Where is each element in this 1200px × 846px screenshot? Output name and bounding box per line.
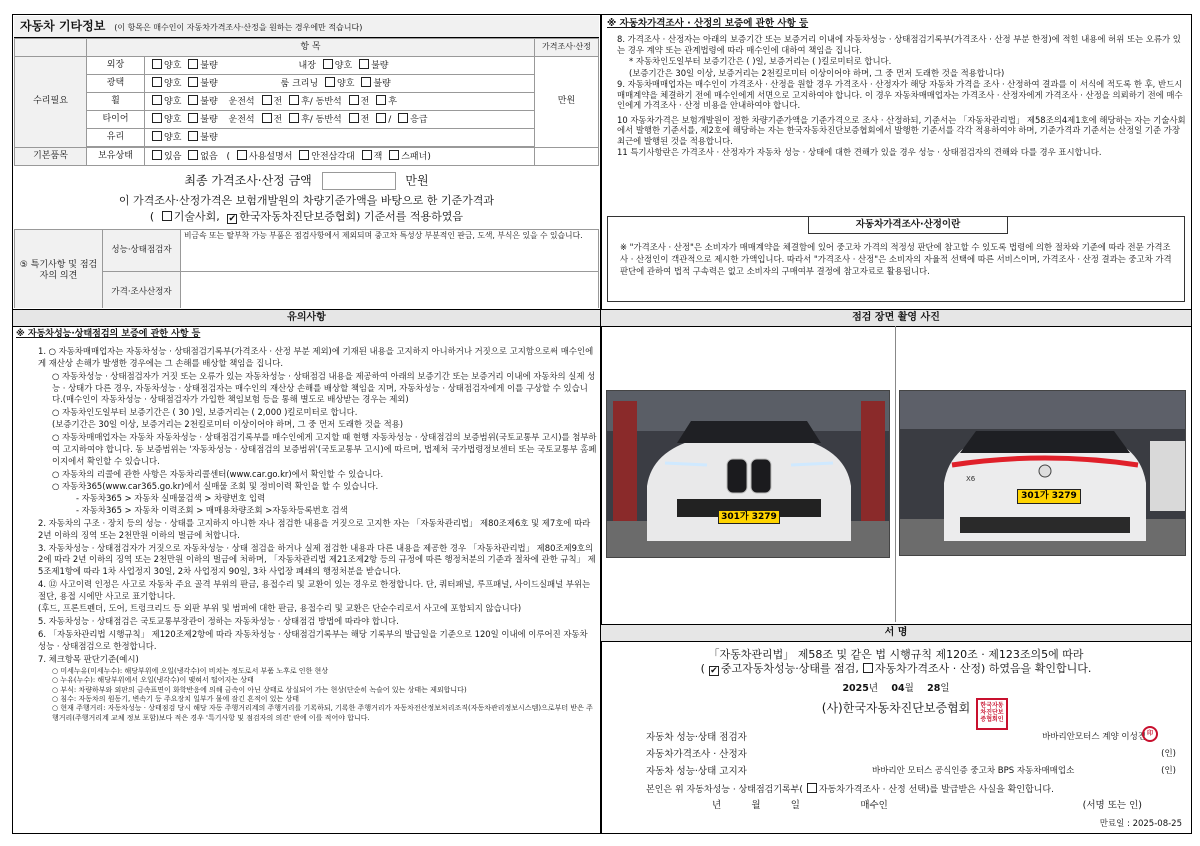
wheel-good-checkbox[interactable] <box>152 95 162 105</box>
notice-body: ※ "가격조사 · 산정"은 소비자가 매매계약을 체결함에 있어 중고차 가격의 적정성 판단에 참고할 수 있도록 법령에 의한 절차와 기준에 따라 전문 가격조사 · 산정인이 객관적으로 제시한 가액입니다. 따라서 "가격조사 · 산정"은 소비자의 자율적 선택에 따른 서비스이며, 가격조사 · 산정 결과는 중고차 가격판단에 관하여 법적 구속력은 없고 소비자의 구매여부 결정에 참고자료로 활용됩니다. <box>620 242 1172 277</box>
row-label-wheel: 휠 <box>87 93 145 111</box>
final-price-block <box>14 166 599 190</box>
spanner-checkbox[interactable] <box>389 150 399 160</box>
warranty-item-11: 11 특기사항란은 가격조사 · 산정자가 자동차 성능 · 상태에 대한 견해가 있을 경우 성능 · 상태점검자의 견해와 다를 경우 표시합니다. <box>617 147 1102 158</box>
inspector-seal-stamp: 印 <box>1142 726 1158 742</box>
wheel-passenger-rear-label: 후 <box>388 96 397 107</box>
repair-label: 수리필요 <box>15 57 87 148</box>
none-label: 없음 <box>200 151 218 162</box>
buyer-signature-field[interactable]: (서명 또는 인) <box>1082 800 1142 811</box>
ext-bad-checkbox[interactable] <box>188 59 198 69</box>
glass-bad-label: 불량 <box>200 132 218 143</box>
wheel-passenger-rear-checkbox[interactable] <box>376 95 386 105</box>
tire-emergency-checkbox[interactable] <box>398 113 408 123</box>
have-checkbox[interactable] <box>152 150 162 160</box>
signer-row-2 <box>646 749 1176 761</box>
caution-line-2: ○ 자동차성능 · 상태점검자가 거짓 또는 오류가 있는 자동차성능 · 상태점검 내용을 제공하여 아래의 보증기간 또는 보증거리 이내에 자동차의 실제 성능 · 상태가 다른 경우, 자동차성능 · 상태점검자는 매수인의 재산상 손해를 배상할 책임을 지며, 자동차성능 · 상태점검자에게 이를 구상할 수 있습니다.(매수인이 자동차성능 · 상태점검자가 가입한 책임보험 등을 통해 별도로 배상받는 경우는 제외) <box>52 370 596 405</box>
caution-section <box>16 328 598 832</box>
wheel-passenger-front-label: 전 <box>360 96 370 107</box>
triangle-label: 안전삼각대 <box>311 151 355 162</box>
signer-3-seal: (인) <box>1161 766 1176 776</box>
wheel-driver-front-checkbox[interactable] <box>262 95 272 105</box>
int-good-checkbox[interactable] <box>323 59 333 69</box>
gloss-bad-label: 불량 <box>200 78 218 89</box>
manual-label: 사용설명서 <box>248 151 293 162</box>
tire-passenger-front-checkbox[interactable] <box>349 113 359 123</box>
int-good-label: 양호 <box>334 60 353 71</box>
sign-year: 2025 <box>842 682 869 694</box>
caution-line-3: ○ 자동차인도일부터 보증기간은 ( 30 )일, 보증거리는 ( 2,000 )킬로미터로 합니다. <box>52 407 358 418</box>
row-label-glass: 유리 <box>87 129 145 147</box>
caution-line-12: 7. 체크항목 판단기준(예시) <box>38 653 139 664</box>
rear-car-photo <box>899 390 1186 556</box>
int-bad-label: 불량 <box>371 60 389 71</box>
glass-bad-checkbox[interactable] <box>188 131 198 141</box>
perf-inspector-label: 성능·상태점검자 <box>103 229 181 271</box>
perf-check-checkbox[interactable] <box>709 666 719 676</box>
caution-line-3b: (보증기간은 30일 이상, 보증거리는 2천킬로미터 이상이어야 하며, 그 중 먼저 도래한 것을 적용) <box>52 419 404 430</box>
sign-law-line: 「자동차관리법」 제58조 및 같은 법 시행규칙 제120조 · 제123조의5에 따라 <box>708 648 1084 661</box>
caution-line-6: ○ 자동차365(www.car365.go.kr)에서 실매물 조회 및 정비이력 확인을 할 수 있습니다. <box>52 480 379 491</box>
sign-section: 「자동차관리법」 제58조 및 같은 법 시행규칙 제120조 · 제123조의5에 따라 (✔ 중고자동차성능·상태를 점검, 자동차가격조사 · 산정) 하였음을 확인합니다. 2025년 04월 28일 (사)한국자동차진단보증협회 한국자동차진단보증협회인 자동차 성능·상태 점검자 바바리안모터스 계양 이성진 印 자동차가격조사 · 산정자 (인) 자동차 성능·상태 고지자 바바리안 모터스 공식인증 중고차 BPS 자동차매매업소 (인) 본인은 위 자동차성능 · 상태점검기록부( 자동차가격조사 · 산정 선택)를 발급받은 사실을 확인합니다. 년 월 일 매수인 (서명 또는 인) 만료일 : 2025-08-25 <box>602 642 1190 834</box>
basis-opt2-label: 한국자동차진단보증협회) <box>239 209 361 223</box>
price-basis-line1: 이 가격조사·산정가격은 보험개발원의 차량기준가액을 바탕으로 한 기준가격과 <box>118 194 495 207</box>
price-unit: 만원 <box>535 57 599 148</box>
basis-opt1-checkbox[interactable] <box>162 211 172 221</box>
ext-good-checkbox[interactable] <box>152 59 162 69</box>
warranty-item-10: 10 자동차가격은 보험개발원이 정한 차량기준가액을 기준가격으로 조사 · 산정하되, 기준서는 「자동차관리법」 제58조의4제1호에 해당하는 자는 기술사회에서 발행한 기준서를, 제2호에 해당하는 자는 한국자동차진단보증협회에서 발행한 기준서를 각각 적용하여야 하며, 기준가격과 기준서는 산정일 기준 가장 최근에 발행된 것을 적용합니다. <box>617 114 1186 146</box>
notice-title: 자동차가격조사·산정이란 <box>808 216 1008 234</box>
perf-inspector-note: 비금속 또는 탈부착 가능 부품은 점검사항에서 제외되며 중고차 특성상 부분적인 판금, 도색, 부식은 있을 수 있습니다. <box>181 229 599 271</box>
none-checkbox[interactable] <box>188 150 198 160</box>
photos-heading: 점검 장면 촬영 사진 <box>601 309 1191 327</box>
sign-day-unit: 일 <box>940 682 950 694</box>
price-inspector-label: 가격·조사산정자 <box>103 271 181 308</box>
signer-2-label: 자동차가격조사 · 산정자 <box>646 749 747 760</box>
other-info-section <box>14 16 599 308</box>
room-bad-checkbox[interactable] <box>361 77 371 87</box>
sign-organization: (사)한국자동차진단보증협회 <box>821 700 971 715</box>
buyer-price-checkbox[interactable] <box>807 783 817 793</box>
criteria-item-3: ○ 부식: 차량하부와 외판의 금속표면이 화학반응에 의해 금속이 아닌 상태로 상실되어 가는 현상(단순히 녹슬어 있는 상태는 제외합니다) <box>52 685 467 694</box>
basis-opt2-checkbox[interactable] <box>227 214 237 224</box>
wheel-good-label: 양호 <box>164 96 182 107</box>
ext-bad-label: 불량 <box>200 60 218 71</box>
jack-checkbox[interactable] <box>362 150 372 160</box>
wheel-passenger-label: / 동반석 <box>309 96 342 107</box>
price-check-checkbox[interactable] <box>863 663 873 673</box>
tire-driver-label: 운전석 <box>228 114 255 125</box>
tire-driver-rear-label: 후 <box>301 114 310 125</box>
wheel-driver-label: 운전석 <box>228 96 255 107</box>
tire-bad-label: 불량 <box>200 114 218 125</box>
rear-license-plate: 301가 3279 <box>1017 489 1081 504</box>
tire-good-checkbox[interactable] <box>152 113 162 123</box>
rear-car-illustration <box>900 391 1186 556</box>
special-notes-table <box>14 229 599 308</box>
row-label-interior: 내장 <box>298 60 316 71</box>
wheel-bad-label: 불량 <box>200 96 218 107</box>
sign-month-unit: 월 <box>904 682 914 694</box>
sign-day: 28 <box>927 682 941 694</box>
expiry-date: 만료일 : 2025-08-25 <box>1099 819 1182 829</box>
wheel-driver-rear-checkbox[interactable] <box>289 95 299 105</box>
spanner-label: 스패너 <box>401 151 428 162</box>
sign-heading: 서 명 <box>601 624 1191 642</box>
col-item-header: 항 목 <box>87 39 535 57</box>
signer-2-seal: (인) <box>1161 749 1176 759</box>
price-warranty-heading: ※ 자동차가격조사 · 산정의 보증에 관한 사항 등 <box>607 18 809 29</box>
org-seal-stamp: 한국자동차진단보증협회인 <box>976 698 1008 730</box>
price-basis: 이 가격조사·산정가격은 보험개발원의 차량기준가액을 바탕으로 한 기준가격과 ( 기술사회, ✔ 한국자동차진단보증협회) 기준서를 적용하였음 <box>14 190 599 225</box>
tire-passenger-rear-checkbox[interactable] <box>376 113 386 123</box>
buyer-confirm-line <box>646 783 1054 797</box>
photo-separator <box>895 326 896 622</box>
basic-items-label: 기본품목 <box>15 148 87 166</box>
wheel-driver-rear-label: 후 <box>301 96 310 107</box>
tire-passenger-label: / 동반석 <box>309 114 342 125</box>
row-label-room: 룸 크리닝 <box>280 78 319 89</box>
perf-check-label: 중고자동차성능·상태를 점검, <box>720 662 859 676</box>
price-check-label: 자동차가격조사 · 산정) 하였음을 확인합니다. <box>874 662 1092 676</box>
manual-checkbox[interactable] <box>237 150 247 160</box>
signer-3-label: 자동차 성능·상태 고지자 <box>646 766 747 777</box>
row-label-exterior: 외장 <box>87 57 145 75</box>
signer-row-3 <box>646 766 1176 778</box>
tire-emergency-label: 응급 <box>410 114 428 125</box>
buyer-date-text: 년 월 일 매수인 <box>712 800 888 811</box>
caution-line-6a: - 자동차365 > 자동차 실매물검색 > 차량번호 입력 <box>76 492 266 503</box>
jack-label: 잭 <box>373 151 383 162</box>
caution-line-1: 1. ○ 자동차매매업자는 자동차성능 · 상태점검기록부(가격조사 · 산정 부분 제외)에 기재된 내용을 고지하지 아니하거나 거짓으로 고지함으로써 매수인에게 재산상 손해가 발생한 경우에는 그 손해를 배상할 책임을 집니다. <box>38 345 594 368</box>
front-car-illustration <box>607 391 890 558</box>
tire-good-label: 양호 <box>164 114 182 125</box>
front-license-plate: 301가 3279 <box>718 510 780 524</box>
final-price-label: 최종 가격조사·산정 금액 <box>184 173 312 188</box>
row-label-tire: 타이어 <box>87 111 145 129</box>
criteria-item-5: ○ 현재 주행거리: 자동차성능 · 상태점검 당시 해당 자동 주행거리계의 주행거리를 기록하되, 기록한 주행거리가 자동차전산정보처리조직(자동차관리정보시스템)으로부터 받은 주행거리(주행거리계 교체 정보 포함)보다 적은 경우 '특기사항 및 점검자의 의견' 란에 이를 적어야 합니다. <box>52 704 593 722</box>
photos-section <box>602 326 1190 622</box>
signer-1-value: 바바리안모터스 계양 이성진 <box>1042 732 1146 742</box>
col-price-header: 가격조사·산정 <box>535 39 599 57</box>
gloss-good-label: 양호 <box>164 78 182 89</box>
tire-driver-front-label: 전 <box>273 114 283 125</box>
caution-subheading: ※ 자동차성능·상태점검의 보증에 관한 사항 등 <box>16 329 201 339</box>
signer-row-1 <box>646 732 1146 744</box>
criteria-item-4: ○ 침수: 자동차의 원동기, 변속기 등 주요장치 일부가 물에 잠긴 흔적이 있는 상태 <box>52 695 300 704</box>
tire-driver-front-checkbox[interactable] <box>262 113 272 123</box>
special-notes-label: ⑤ 특기사항 및 점검자의 의견 <box>15 229 103 308</box>
caution-line-4: ○ 자동차매매업자는 자동차 자동차성능 · 상태점검기록부를 매수인에게 고지할 때 현행 자동차성능 · 상태점검의 보증범위(국토교통부 고시)를 첨부하여 고지하여야 합니다. 동 보증범위는 '자동차성능 · 상태점검의 보증범위'(국토교통부 고시)에 따르며, 법제처 국가법령정보센터 또는 국토교통부 홈페이지에서 확인할 수 있습니다. <box>52 432 597 467</box>
tire-bad-checkbox[interactable] <box>188 113 198 123</box>
criteria-item-2: ○ 누유(누수): 해당부위에서 오일(냉각수)이 맺혀서 떨어지는 상태 <box>52 676 254 685</box>
tire-passenger-front-label: 전 <box>360 114 370 125</box>
signer-1-label: 자동차 성능·상태 점검자 <box>646 732 747 743</box>
caution-line-9b: (후드, 프론트펜더, 도어, 트렁크리드 등 외판 부위 및 범퍼에 대한 판금, 용접수리 및 교환은 단순수리로서 사고에 포함되지 않습니다) <box>38 603 522 614</box>
other-info-title: 자동차 기타정보 <box>20 19 106 33</box>
caution-line-7: 2. 자동차의 구조 · 장치 등의 성능 · 상태를 고지하지 아니한 자나 점검한 내용을 거짓으로 고지한 자는 「자동차관리법」 제80조제6호 및 제7호에 따라 2년 이하의 징역 또는 2천만원 이하의 벌금에 처합니다. <box>38 517 591 540</box>
other-info-header <box>14 16 599 38</box>
int-bad-checkbox[interactable] <box>359 59 369 69</box>
room-good-checkbox[interactable] <box>325 77 335 87</box>
triangle-checkbox[interactable] <box>299 150 309 160</box>
other-info-note: (이 항목은 매수인이 자동차가격조사·산정을 원하는 경우에만 적습니다) <box>114 23 363 32</box>
signer-3-value: 바바리안 모터스 공식인증 중고차 BPS 자동차매매업소 <box>872 766 1075 776</box>
basis-tail: 기준서를 적용하였음 <box>363 209 464 223</box>
sign-date <box>602 683 1190 695</box>
final-price-unit: 만원 <box>405 173 429 188</box>
warranty-item-9: 9. 자동차매매업자는 매수인이 가격조사 · 산정을 원할 경우 가격조사 · 산정자가 해당 자동차 가격을 조사 · 산정하여 결과를 이 서식에 적도록 한 후, 반드시 매매계약을 체결하기 전에 매수인에게 서면으로 고지하여야 합니다. 이 경우 자동차매매업자는 가격조사 · 산정자에게 가격조사 · 산정을 의뢰하기 전에 매수인에게 가격조사 · 산정 비용을 안내하여야 합니다. <box>617 79 1183 111</box>
caution-line-9: 4. ⑫ 사고이력 인정은 사고로 자동차 주요 골격 부위의 판금, 용접수리 및 교환이 있는 경우로 한정합니다. 단, 쿼터패널, 루프패널, 사이드실패널 부위는 절단, 용접 시에만 사고로 표기합니다. <box>38 579 591 602</box>
caution-line-5: ○ 자동차의 리콜에 관한 사항은 자동차리콜센터(www.car.go.kr)에서 확인할 수 있습니다. <box>52 468 384 479</box>
room-good-label: 양호 <box>337 78 355 89</box>
caution-line-6b: - 자동차365 > 자동차 이력조회 > 매매용차량조회 >자동차등록번호 검색 <box>76 504 348 515</box>
caution-heading: 유의사항 <box>13 309 600 327</box>
warranty-item-8b: * 자동차인도일부터 보증기간은 ( )일, 보증거리는 ( )킬로미터로 합니다. <box>629 56 892 67</box>
warranty-item-8c: (보증기간은 30일 이상, 보증거리는 2천킬로미터 이상이어야 하며, 그 중 먼저 도래한 것을 적용합니다) <box>629 67 1005 78</box>
front-car-photo <box>606 390 890 558</box>
wheel-bad-checkbox[interactable] <box>188 95 198 105</box>
room-bad-label: 불량 <box>373 78 391 89</box>
criteria-item-1: ○ 미세누유(미세누수): 해당부위에 오일(냉각수)이 비치는 정도로서 부품 노후로 인한 현상 <box>52 666 329 675</box>
buyer-date-line <box>712 800 1142 812</box>
caution-line-8: 3. 자동차성능 · 상태점검자가 거짓으로 자동차성능 · 상태 점검을 하거나 실제 점검한 내용과 다른 내용을 제공한 경우 「자동차관리법」 제80조제9호의2에 따라 2년 이하의 징역 또는 2천만원 이하의 벌금에 처하며, 「자동차관리법 제21조제2항 등의 규정에 따른 행정처분의 기준과 절차에 관한 규칙」 제5조제1항에 따라 1차 사업정지 30일, 2차 사업정지 90일, 3차 사업장 폐쇄의 행정처분을 받습니다. <box>38 542 596 577</box>
basis-opt1-label: 기술사회, <box>173 209 220 223</box>
sign-month: 04 <box>891 682 905 694</box>
row-label-gloss: 광택 <box>87 75 145 93</box>
caution-line-10: 5. 자동차성능 · 상태점검은 국토교통부장관이 정하는 자동차성능 · 상태점검 방법에 따라야 합니다. <box>38 616 399 627</box>
price-warranty-section <box>603 16 1190 308</box>
wheel-passenger-front-checkbox[interactable] <box>349 95 359 105</box>
caution-line-11: 6. 「자동차관리법 시행규칙」 제120조제2항에 따라 자동차성능 · 상태점검기록부는 해당 기록부의 발급일을 기준으로 120일 이내에 이루어진 자동차 성능 · 상태점검으로 한정합니다. <box>38 628 588 651</box>
price-inspector-note[interactable] <box>181 271 599 308</box>
wheel-driver-front-label: 전 <box>273 96 283 107</box>
own-status-label: 보유상태 <box>87 148 145 166</box>
glass-good-checkbox[interactable] <box>152 131 162 141</box>
final-price-input[interactable] <box>322 172 396 190</box>
tire-driver-rear-checkbox[interactable] <box>289 113 299 123</box>
notice-box <box>607 216 1185 302</box>
ext-good-label: 양호 <box>164 60 182 71</box>
tire-slash: / <box>388 114 392 125</box>
gloss-good-checkbox[interactable] <box>152 77 162 87</box>
gloss-bad-checkbox[interactable] <box>188 77 198 87</box>
warranty-item-8: 8. 가격조사 · 산정자는 아래의 보증기간 또는 보증거리 이내에 자동차성능 · 상태점검기록부(가격조사 · 산정 부분 한정)에 적힌 내용에 허위 또는 오류가 있는 경우 계약 또는 관계법령에 따라 매수인에 대하여 책임을 집니다. <box>617 34 1181 55</box>
buyer-confirm-a: 본인은 위 자동차성능 · 상태점검기록부( <box>646 785 803 795</box>
repair-table: 항 목 가격조사·산정 수리필요 외장 양호 불량 내장 양호 불량 만원 광택 양호 불량 룸 크리닝 양호 불량 휠 양호 불량 운전석 전 후/ 동반석 전 후 타이어 양호 불량 운전석 전 후/ 동반석 전 / 응급 유리 양호 불량 기본품목 보유상태 있음 없음 ( 사용설명서 안전삼각대 잭 스패너) <box>14 38 599 166</box>
have-label: 있음 <box>164 151 182 162</box>
sign-year-unit: 년 <box>868 682 879 694</box>
buyer-confirm-b: 자동차가격조사 · 산정 선택)를 발급받은 사실을 확인합니다. <box>818 785 1054 795</box>
rear-model-badge: X6 <box>966 475 976 483</box>
glass-good-label: 양호 <box>164 132 182 143</box>
